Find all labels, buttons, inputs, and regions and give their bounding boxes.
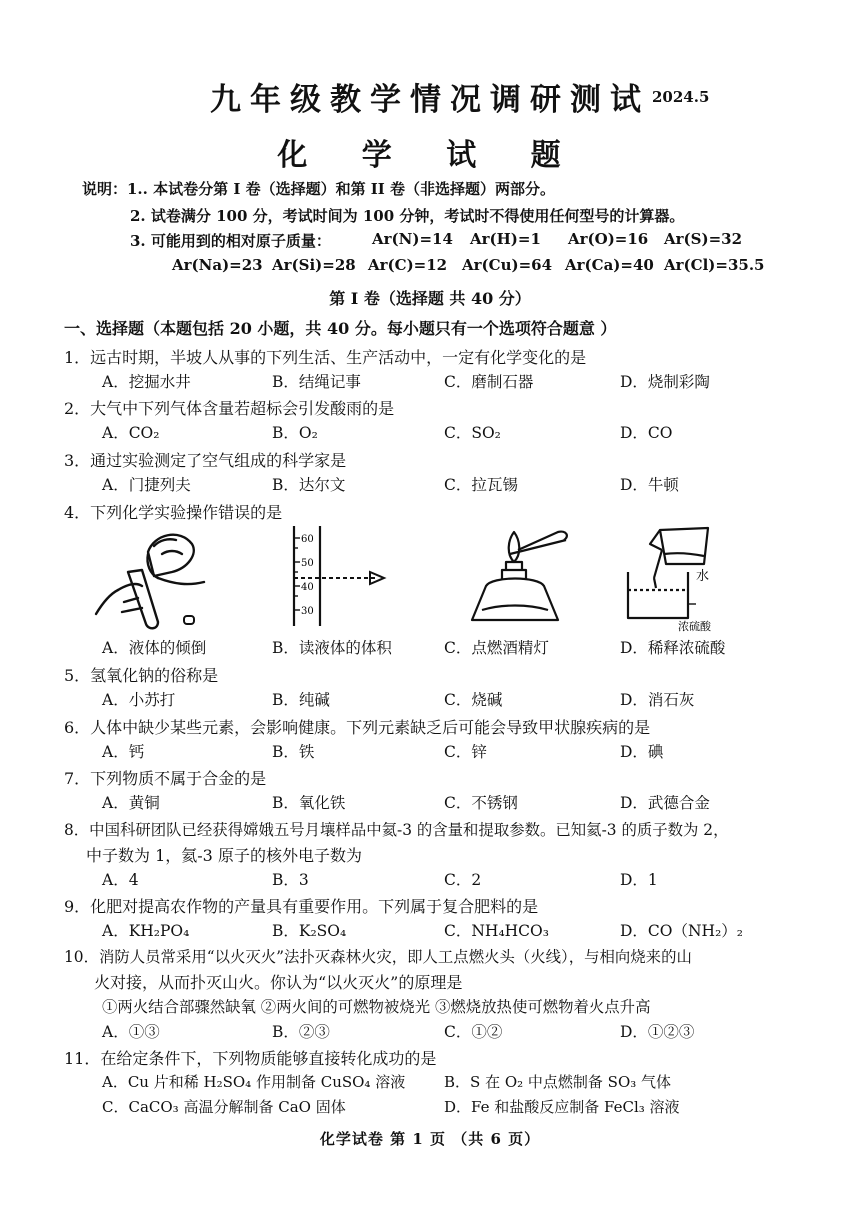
alcohol-lamp-figure <box>462 524 572 630</box>
question-8-option-c: C．2 <box>444 871 482 889</box>
question-8-stem-line2: 中子数为 1，氦-3 原子的核外电子数为 <box>86 846 362 865</box>
question-2-stem: 2．大气中下列气体含量若超标会引发酸雨的是 <box>64 399 395 418</box>
question-6-option-a: A．钙 <box>102 743 145 761</box>
cylinder-tick-50: 50 <box>301 558 314 569</box>
mass-c: Ar(C)=12 <box>368 256 448 274</box>
question-6-option-c: C．锌 <box>444 743 487 761</box>
question-2-option-d: D．CO <box>620 424 673 442</box>
mass-cl: Ar(Cl)=35.5 <box>664 256 765 274</box>
question-10-option-c: C．①② <box>444 1023 503 1041</box>
note-3: 3. 可能用到的相对原子质量： <box>130 232 331 250</box>
section-heading: 一、选择题（本题包括 20 小题，共 40 分。每小题只有一个选项符合题意 ） <box>64 319 617 338</box>
exam-date: 2024.5 <box>652 88 710 106</box>
question-4-stem: 4．下列化学实验操作错误的是 <box>64 503 283 522</box>
question-1-option-d: D．烧制彩陶 <box>620 373 710 391</box>
question-6-option-d: D．碘 <box>620 743 664 761</box>
subject-title: 化 学 试 题 <box>277 138 583 173</box>
question-1-option-c: C．磨制石器 <box>444 373 534 391</box>
question-9-option-c: C．NH₄HCO₃ <box>444 922 549 940</box>
question-9-option-d: D．CO（NH₂）₂ <box>620 922 744 940</box>
question-6-option-b: B．铁 <box>272 743 315 761</box>
question-7-option-c: C．不锈钢 <box>444 794 518 812</box>
question-7-stem: 7．下列物质不属于合金的是 <box>64 769 267 788</box>
question-11-option-c: C．CaCO₃ 高温分解制备 CaO 固体 <box>102 1098 346 1116</box>
question-3-option-a: A．门捷列夫 <box>102 476 191 494</box>
question-4-option-c: C．点燃酒精灯 <box>444 639 549 657</box>
question-1-option-b: B．结绳记事 <box>272 373 361 391</box>
question-3-option-c: C．拉瓦锡 <box>444 476 518 494</box>
question-10-option-a: A．①③ <box>102 1023 160 1041</box>
mass-n: Ar(N)=14 <box>372 230 453 248</box>
question-9-option-a: A．KH₂PO₄ <box>102 922 190 940</box>
question-9-stem: 9．化肥对提高农作物的产量具有重要作用。下列属于复合肥料的是 <box>64 897 539 916</box>
graduated-cylinder-figure <box>286 524 390 628</box>
question-7-option-d: D．武德合金 <box>620 794 710 812</box>
mass-s: Ar(S)=32 <box>664 230 743 248</box>
question-6-stem: 6．人体中缺少某些元素，会影响健康。下列元素缺乏后可能会导致甲状腺疾病的是 <box>64 718 651 737</box>
question-2-option-c: C．SO₂ <box>444 424 501 442</box>
question-10-stem: 10．消防人员常采用“以火灭火”法扑灭森林火灾，即人工点燃火头（火线），与相向烧来的山 <box>64 948 692 966</box>
mass-cu: Ar(Cu)=64 <box>462 256 553 274</box>
part-heading: 第 I 卷（选择题 共 40 分） <box>329 289 531 308</box>
question-10-option-b: B．②③ <box>272 1023 330 1041</box>
mass-h: Ar(H)=1 <box>470 230 541 248</box>
question-2-option-a: A．CO₂ <box>102 424 160 442</box>
question-5-option-a: A．小苏打 <box>102 691 176 709</box>
stopper-icon <box>184 616 194 624</box>
note-2: 2. 试卷满分 100 分，考试时间为 100 分钟，考试时不得使用任何型号的计算器。 <box>130 207 685 225</box>
cylinder-tick-30: 30 <box>301 606 314 617</box>
water-label: 水 <box>696 569 710 584</box>
question-8-option-d: D．1 <box>620 871 658 889</box>
question-3-option-b: B．达尔文 <box>272 476 346 494</box>
question-4-option-d: D．稀释浓硫酸 <box>620 639 726 657</box>
question-10-stem-line2: 火对接，从而扑灭山火。你认为“以火灭火”的原理是 <box>94 973 463 992</box>
question-11-option-a: A．Cu 片和稀 H₂SO₄ 作用制备 CuSO₄ 溶液 <box>102 1073 406 1091</box>
question-8-option-a: A．4 <box>102 871 139 889</box>
question-10-statements: ①两火结合部骤然缺氧 ②两火间的可燃物被烧光 ③燃烧放热使可燃物着火点升高 <box>102 998 651 1016</box>
exam-title-text: 九年级教学情况调研测试 <box>210 82 650 118</box>
question-7-option-a: A．黄铜 <box>102 794 160 812</box>
question-11-option-b: B．S 在 O₂ 中点燃制备 SO₃ 气体 <box>444 1073 672 1091</box>
mass-si: Ar(Si)=28 <box>272 256 356 274</box>
question-10-option-d: D．①②③ <box>620 1023 695 1041</box>
question-1-stem: 1．远古时期，半坡人从事的下列生活、生产活动中，一定有化学变化的是 <box>64 348 587 367</box>
question-7-option-b: B．氧化铁 <box>272 794 346 812</box>
question-5-option-b: B．纯碱 <box>272 691 330 709</box>
cylinder-tick-60: 60 <box>301 534 314 545</box>
mass-na: Ar(Na)=23 <box>172 256 263 274</box>
question-4-option-a: A．液体的倾倒 <box>102 639 207 657</box>
mass-ca: Ar(Ca)=40 <box>565 256 654 274</box>
question-5-stem: 5．氢氧化钠的俗称是 <box>64 666 219 685</box>
question-3-option-d: D．牛顿 <box>620 476 679 494</box>
question-1-option-a: A．挖掘水井 <box>102 373 191 391</box>
pouring-liquid-figure <box>88 524 218 634</box>
question-4-option-b: B．读液体的体积 <box>272 639 392 657</box>
dilution-figure <box>620 524 730 634</box>
question-11-option-d: D．Fe 和盐酸反应制备 FeCl₃ 溶液 <box>444 1098 680 1116</box>
exam-title <box>0 74 860 119</box>
question-8-stem: 8．中国科研团队已经获得嫦娥五号月壤样品中氦-3 的含量和提取参数。已知氦-3 的质子数为 2， <box>64 821 729 839</box>
question-8-option-b: B．3 <box>272 871 309 889</box>
acid-label: 浓硫酸 <box>678 620 711 633</box>
page-footer: 化学试卷 第 1 页 （共 6 页） <box>319 1130 541 1148</box>
question-11-stem: 11．在给定条件下，下列物质能够直接转化成功的是 <box>64 1049 437 1068</box>
cylinder-tick-40: 40 <box>301 582 314 593</box>
question-3-stem: 3．通过实验测定了空气组成的科学家是 <box>64 451 347 470</box>
note-1: 说明：1.. 本试卷分第 I 卷（选择题）和第 II 卷（非选择题）两部分。 <box>82 180 556 198</box>
question-2-option-b: B．O₂ <box>272 424 318 442</box>
mass-o: Ar(O)=16 <box>568 230 649 248</box>
question-9-option-b: B．K₂SO₄ <box>272 922 347 940</box>
question-5-option-d: D．消石灰 <box>620 691 695 709</box>
question-5-option-c: C．烧碱 <box>444 691 503 709</box>
